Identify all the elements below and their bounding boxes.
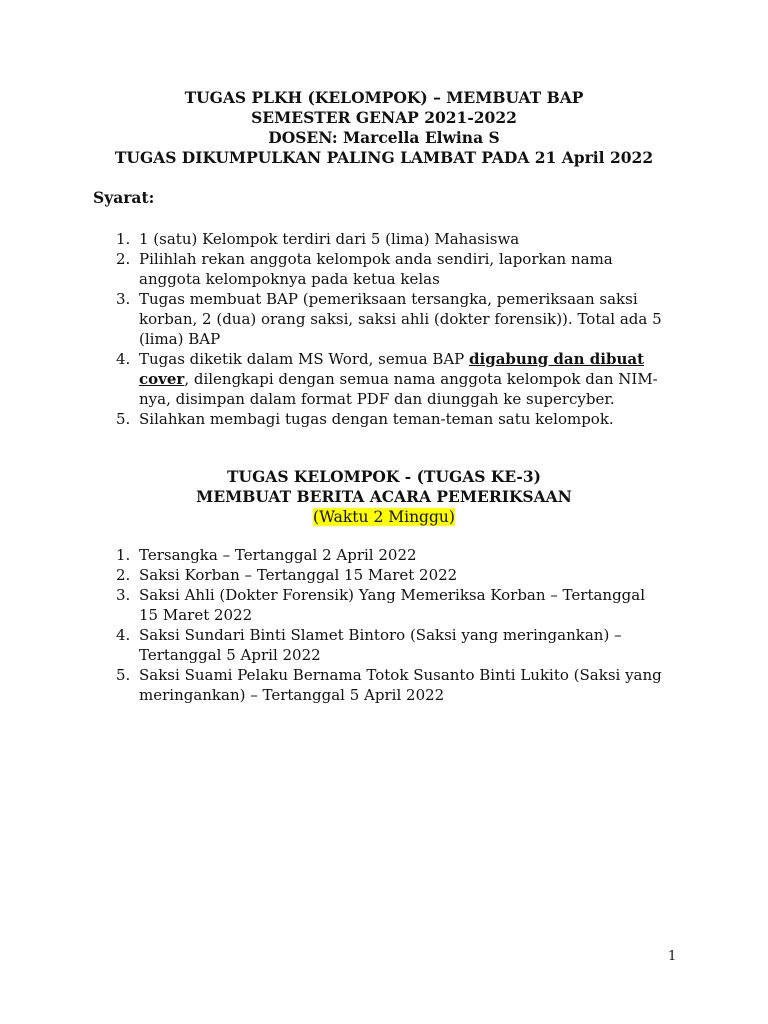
bap-topics-list xyxy=(93,545,693,705)
list-item: 5. Silahkan membagi tugas dengan teman-teman satu kelompok. xyxy=(116,410,614,428)
list-item: 4. Tugas diketik dalam MS Word, semua BAP digabung dan dibuat cover, dilengkapi dengan semua nama anggota kelompok dan NIM- nya, disimpan dalam format PDF dan diunggah ke supercyber. xyxy=(116,350,658,408)
duration-highlight: (Waktu 2 Minggu) xyxy=(313,508,455,526)
list-item: 5. Saksi Suami Pelaku Bernama Totok Susanto Binti Lukito (Saksi yang meringankan) – Tertanggal 5 April 2022 xyxy=(116,666,662,704)
section-2-title: TUGAS KELOMPOK - (TUGAS KE-3) xyxy=(227,467,541,486)
header-deadline: TUGAS DIKUMPULKAN PALING LAMBAT PADA 21 April 2022 xyxy=(114,148,654,167)
list-item: 3. Tugas membuat BAP (pemeriksaan tersangka, pemeriksaan saksi korban, 2 (dua) orang saksi, saksi ahli (dokter forensik)). Total ada 5 (lima) BAP xyxy=(116,290,662,348)
header-semester: SEMESTER GENAP 2021-2022 xyxy=(251,108,517,127)
emphasis-text: digabung dan dibuat xyxy=(469,350,644,368)
list-item: 1. 1 (satu) Kelompok terdiri dari 5 (lima) Mahasiswa xyxy=(116,230,520,248)
list-item: 1. Tersangka – Tertanggal 2 April 2022 xyxy=(116,546,417,564)
section-2-header xyxy=(0,467,768,527)
section-2-subtitle: MEMBUAT BERITA ACARA PEMERIKSAAN xyxy=(196,487,572,506)
list-item: 2. Saksi Korban – Tertanggal 15 Maret 2022 xyxy=(116,566,458,584)
requirements-list xyxy=(93,229,693,429)
emphasis-text: cover xyxy=(139,370,185,388)
list-item: 3. Saksi Ahli (Dokter Forensik) Yang Memeriksa Korban – Tertanggal 15 Maret 2022 xyxy=(116,586,646,624)
list-item: 4. Saksi Sundari Binti Slamet Bintoro (Saksi yang meringankan) – Tertanggal 5 April 2022 xyxy=(116,626,622,664)
page-number: 1 xyxy=(668,949,677,964)
header-lecturer: DOSEN: Marcella Elwina S xyxy=(268,128,500,147)
document-header xyxy=(0,88,768,168)
list-item: 2. Pilihlah rekan anggota kelompok anda sendiri, laporkan nama anggota kelompoknya pada ketua kelas xyxy=(116,250,613,288)
requirements-label: Syarat: xyxy=(93,188,155,207)
header-title: TUGAS PLKH (KELOMPOK) – MEMBUAT BAP xyxy=(184,88,584,107)
